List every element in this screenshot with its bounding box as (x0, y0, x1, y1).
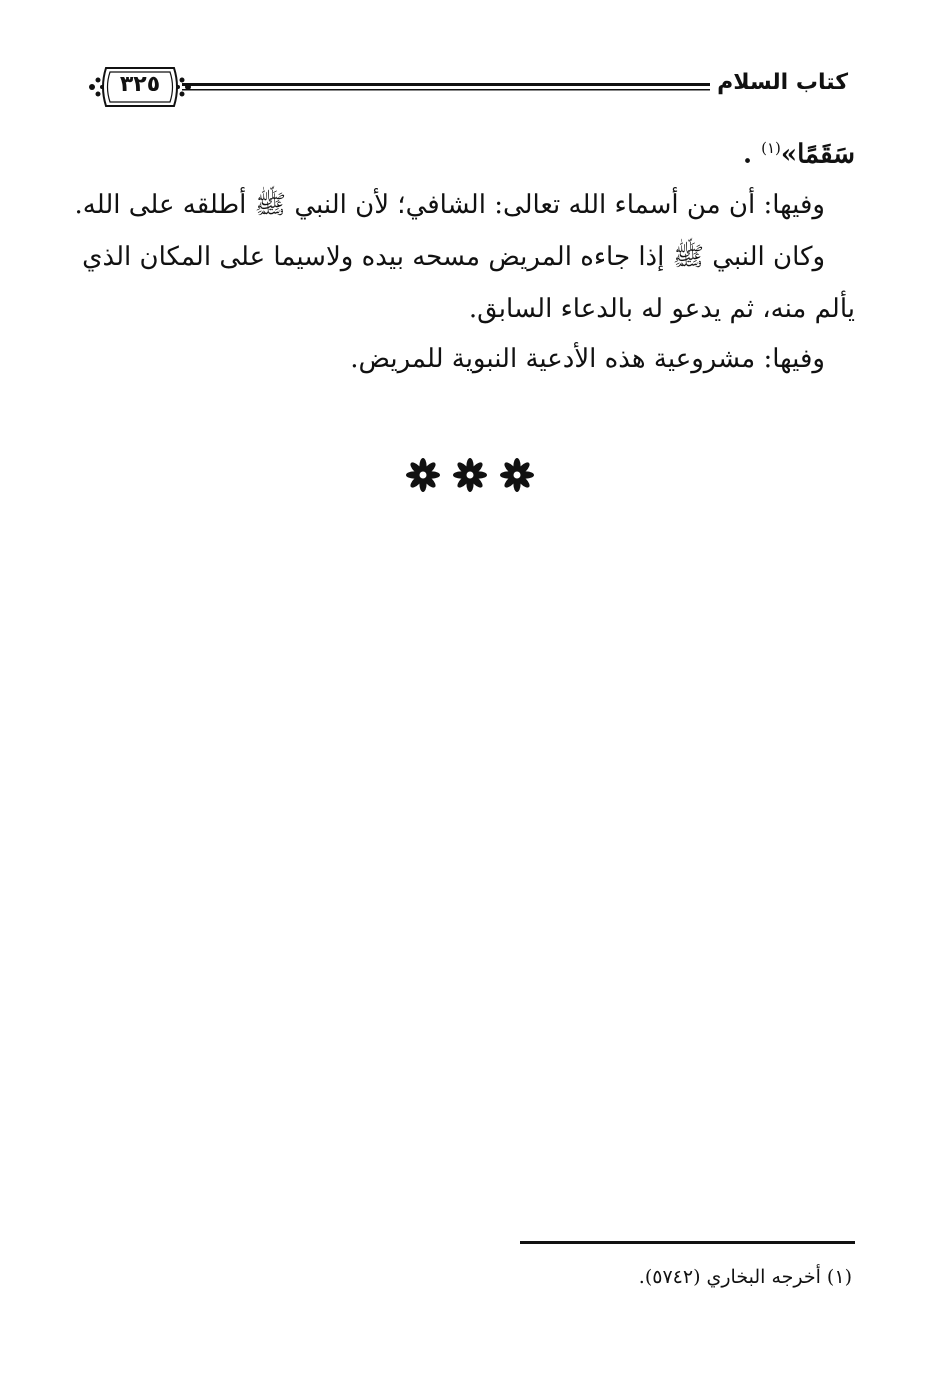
flower-star-icon (452, 457, 488, 493)
hadith-end-word: سَقَمًا» (780, 139, 855, 170)
footnote-reference: (١) (761, 139, 781, 157)
text-line-hadith-end (80, 128, 855, 175)
paragraph-line: وفيها: أن من أسماء الله تعالى: الشافي؛ لأن النبي ﷺ أطلقه على الله. (74, 190, 825, 220)
header-double-rule (182, 83, 710, 93)
line-end-period: . (742, 139, 753, 170)
running-title: كتاب السلام (717, 70, 848, 95)
footnote-separator-rule (520, 1241, 855, 1244)
flower-star-icon (499, 457, 535, 493)
paragraph-line: وفيها: مشروعية هذه الأدعية النبوية للمريض. (350, 344, 825, 374)
paragraph-line: وكان النبي ﷺ إذا جاءه المريض مسحه بيده ولاسيما على المكان الذي (82, 242, 825, 272)
flower-star-icon (405, 457, 441, 493)
footnote: (١) أخرجه البخاري (٥٧٤٢). (638, 1266, 852, 1288)
paragraph-line: يألم منه، ثم يدعو له بالدعاء السابق. (468, 294, 855, 324)
section-separator (405, 455, 535, 495)
page-number: ٣٢٥ (119, 72, 161, 97)
